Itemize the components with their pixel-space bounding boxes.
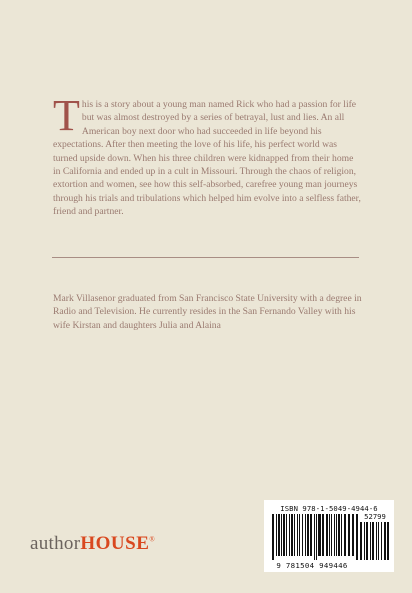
barcode-bar bbox=[272, 514, 274, 560]
logo-author-text: author bbox=[30, 533, 81, 554]
barcode-bar bbox=[334, 514, 335, 556]
barcode-bar bbox=[372, 522, 374, 560]
barcode-bar bbox=[352, 514, 354, 556]
barcode-bar bbox=[378, 522, 379, 560]
barcode-bar bbox=[297, 514, 298, 556]
barcode-bar bbox=[281, 514, 282, 556]
addon-number: 52799 bbox=[364, 512, 386, 521]
barcode-bar bbox=[314, 514, 315, 560]
barcode-bar bbox=[326, 514, 328, 556]
barcode-bar bbox=[305, 514, 306, 556]
barcode-bar bbox=[341, 514, 342, 556]
publisher-logo bbox=[30, 533, 155, 555]
blurb-text: his is a story about a young man named Rick who had a passion for life but was almost destroyed by a series of betrayal, lust and lies. An all American boy next door who had succeeded in life beyond his expectations. After then meeting the love of his life, his perfect world was turned upside down. When his three children were kidnapped from their home in California and ended up in a cult in Missouri. Through the chaos of religion, extortion and women, see how this self-absorbed, carefree young man journeys through his trials and tribulations which helped him evolve into a selfless father, friend and partner. bbox=[53, 99, 361, 218]
divider-rule bbox=[52, 257, 359, 258]
barcode-bar bbox=[294, 514, 295, 556]
registered-mark: ® bbox=[149, 535, 155, 544]
ean-number: 9 781504 949446 bbox=[276, 561, 348, 570]
barcode-bar bbox=[283, 514, 285, 556]
isbn-label: ISBN 978-1-5049-4944-6 bbox=[280, 504, 378, 513]
barcode-bar bbox=[336, 514, 337, 556]
barcode-bar bbox=[384, 522, 386, 560]
barcode-bar bbox=[366, 522, 368, 560]
barcode-bar bbox=[318, 514, 321, 556]
ean-barcode-icon bbox=[272, 514, 358, 560]
barcode-bar bbox=[299, 514, 300, 556]
barcode-bar bbox=[370, 522, 371, 560]
barcode-bar bbox=[364, 522, 365, 560]
barcode-bar bbox=[307, 514, 309, 556]
barcode-bar bbox=[289, 514, 290, 556]
barcode-bar bbox=[331, 514, 332, 556]
barcode-bar bbox=[329, 514, 330, 556]
barcode-bar bbox=[381, 522, 382, 560]
barcode-bar bbox=[276, 514, 277, 556]
barcode-bar bbox=[376, 522, 377, 560]
barcode-bar bbox=[344, 514, 346, 556]
barcode-bar bbox=[360, 522, 362, 560]
barcode-panel bbox=[264, 500, 394, 572]
barcode-bar bbox=[278, 514, 280, 556]
addon-barcode-icon bbox=[360, 522, 390, 560]
barcode-bar bbox=[356, 514, 358, 560]
barcode-bar bbox=[302, 514, 303, 556]
barcode-bar bbox=[310, 514, 312, 556]
barcode-bar bbox=[387, 522, 389, 560]
blurb-paragraph bbox=[53, 91, 363, 219]
barcode-bar bbox=[291, 514, 293, 556]
barcode-bar bbox=[348, 514, 350, 556]
barcode-bar bbox=[322, 514, 324, 556]
barcode-bar bbox=[286, 514, 287, 556]
author-bio: Mark Villasenor graduated from San Francisco State University with a degree in Radio and Television. He currently resides in the San Fernando Valley with his wife Kirstan and daughters Julia and Alaina bbox=[53, 293, 362, 331]
drop-cap: T bbox=[53, 91, 80, 140]
logo-house-text: HOUSE bbox=[80, 533, 150, 554]
barcode-bar bbox=[316, 514, 317, 560]
barcode-bar bbox=[338, 514, 340, 556]
